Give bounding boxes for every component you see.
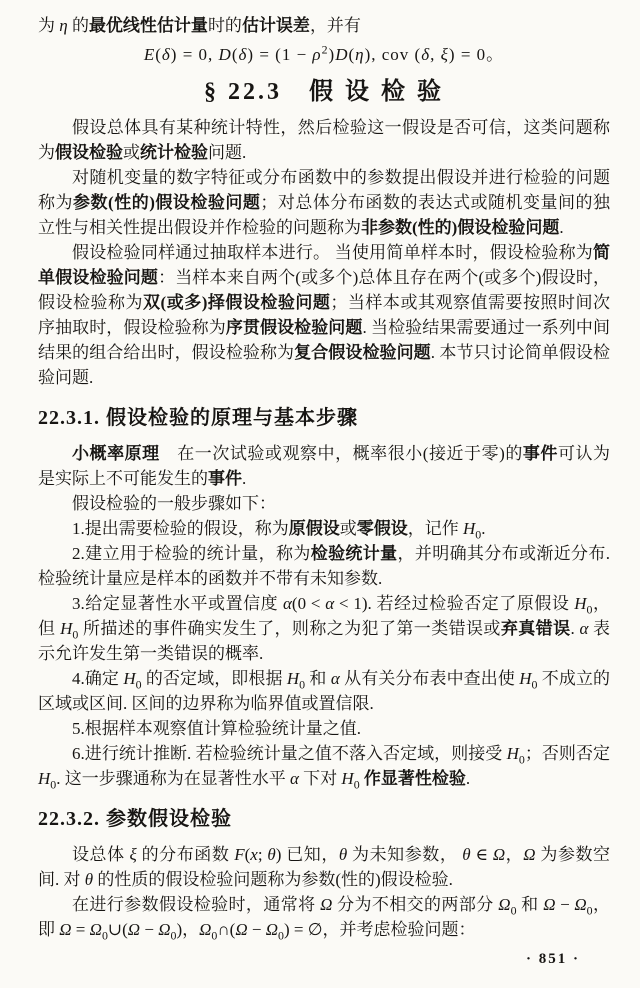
- text-run: H: [574, 594, 587, 613]
- text-run: ρ: [312, 45, 322, 64]
- text-run: (: [244, 845, 251, 864]
- text-run: .: [242, 469, 247, 488]
- text-run: 为: [38, 16, 60, 35]
- text-run: 1.提出需要检验的假设，称为: [72, 519, 289, 538]
- text-run: α: [282, 594, 292, 613]
- text-run: (: [155, 45, 162, 64]
- text-run: 序贯假设检验问题: [225, 318, 363, 337]
- text-run: 0: [531, 677, 538, 692]
- text-run: 时的: [207, 16, 242, 35]
- text-run: 0: [170, 928, 177, 943]
- text-run: ，记作: [407, 519, 463, 538]
- text-run: 不成立的区域或区间. 区间的边界称为临界值或置信限.: [38, 669, 611, 713]
- page-number: · 851 ·: [525, 951, 580, 967]
- text-run: 事件: [522, 444, 558, 463]
- text-run: H: [519, 669, 532, 688]
- text-run: Ω: [498, 895, 511, 914]
- text-run: 0: [518, 752, 525, 767]
- text-run: ), cov (: [364, 45, 422, 64]
- text-run: ) 已知，: [275, 845, 339, 864]
- text-run: 和: [305, 669, 331, 688]
- text-run: α: [330, 669, 340, 688]
- text-run: . 当检验结果需要通过一系列中间结果的组合给出时，假设检验称为: [38, 318, 611, 362]
- step-1: [38, 516, 610, 541]
- text-run: (: [348, 45, 356, 64]
- text-run: ,: [430, 45, 441, 64]
- text-run: 从有关分布表中查出使: [339, 669, 520, 688]
- text-run: 假设总体具有某种统计特性，然后检验这一假设是否可信，这类问题称为: [38, 118, 610, 162]
- paragraph: [38, 240, 610, 390]
- text-run: ，并有: [309, 16, 361, 35]
- text-run: Ω: [158, 920, 171, 939]
- text-run: 0: [211, 928, 218, 943]
- text-run: 双(或多)择假设检验问题: [143, 293, 331, 312]
- text-run: .: [559, 218, 564, 237]
- step-6: [38, 741, 610, 791]
- text-run: 简单假设检验问题: [38, 243, 610, 287]
- text-run: −: [140, 920, 159, 939]
- text-run: Ω: [265, 920, 278, 939]
- text-run: ；当样本或其观察值需要按照时间次序抽取时，假设检验称为: [38, 293, 610, 337]
- text-run: H: [60, 619, 73, 638]
- text-run: .: [570, 619, 580, 638]
- text-run: α: [579, 619, 589, 638]
- text-run: ) = 0,: [170, 45, 219, 64]
- text-run: ) = 0。: [448, 45, 505, 64]
- text-run: ) = ∅，并考虑检验问题：: [283, 920, 476, 939]
- text-run: H: [463, 519, 476, 538]
- text-run: Ω: [320, 895, 333, 914]
- text-run: η: [355, 45, 365, 64]
- text-run: ，并明确其分布或渐近分布. 检验统计量应是样本的函数并不带有未知参数.: [38, 544, 611, 588]
- text-run: Ω: [523, 845, 536, 864]
- text-run: < 1). 若经过检验否定了原假设: [334, 594, 575, 613]
- step-5: [38, 716, 610, 741]
- text-run: 假设检验的一般步骤如下：: [72, 494, 276, 513]
- text-run: . 本节只讨论简单假设检验问题.: [38, 343, 611, 387]
- text-run: θ: [462, 845, 471, 864]
- text-run: Ω: [574, 895, 587, 914]
- subsection-title-22-3-2: [38, 806, 610, 832]
- text-run: 的: [67, 16, 89, 35]
- text-run: ；否则否定: [524, 744, 611, 763]
- text-run: 6.进行统计推断. 若检验统计量之值不落入否定域，则接受: [72, 744, 507, 763]
- text-run: 5.根据样本观察值计算检验统计量之值.: [72, 719, 361, 738]
- text-run: 的性质的假设检验问题称为参数(性的)假设检验.: [93, 870, 453, 889]
- text-run: 对随机变量的数字特征或分布函数中的参数提出假设并进行检验的问题称为: [38, 168, 610, 212]
- text-run: D: [218, 45, 232, 64]
- paragraph: [38, 115, 610, 165]
- text-run: 统计检验: [140, 143, 208, 162]
- text-run: H: [341, 769, 354, 788]
- text-run: 0: [353, 777, 360, 792]
- text-run: ;: [257, 845, 268, 864]
- text-run: .: [465, 769, 471, 788]
- text-run: ；对总体分布函数的表达式或随机变量间的独立性与相关性提出假设并作检验的问题称为: [38, 193, 611, 237]
- text-run: 0: [50, 777, 57, 792]
- text-run: 在进行参数假设检验时，通常将: [72, 895, 321, 914]
- text-run: 和: [516, 895, 544, 914]
- text-run: 22.3.1. 假设检验的原理与基本步骤: [38, 407, 358, 429]
- text-run: 2.建立用于检验的统计量，称为: [72, 544, 311, 563]
- text-run: ，: [505, 845, 524, 864]
- text-run: 为未知参数，: [347, 845, 463, 864]
- text-run: 0: [299, 677, 306, 692]
- text-run: 0: [586, 903, 593, 918]
- text-run: .: [481, 519, 486, 538]
- text-run: Ω: [543, 895, 556, 914]
- text-run: § 22.3 假 设 检 验: [204, 79, 444, 105]
- text-run: δ: [161, 45, 171, 64]
- text-run: θ: [267, 845, 276, 864]
- text-run: . 这一步骤通称为在显著性水平: [56, 769, 290, 788]
- text-run: 的分布函数: [136, 845, 235, 864]
- text-run: 22.3.2. 参数假设检验: [38, 808, 232, 830]
- text-run: 弃真错误: [500, 619, 571, 638]
- section-title: [38, 77, 610, 107]
- text-run: 非参数(性的)假设检验问题: [361, 218, 560, 237]
- step-2: [38, 541, 610, 591]
- text-run: Ω: [127, 920, 141, 939]
- text-run: D: [335, 45, 349, 64]
- text-run: Ω: [89, 920, 102, 939]
- text-run: ：当样本来自两个(或多个)总体且存在两个(或多个)假设时，假设检验称为: [38, 268, 610, 312]
- intro-paragraph: [38, 13, 610, 38]
- text-run: H: [286, 669, 300, 688]
- text-run: 零假设: [356, 519, 408, 538]
- text-run: θ: [84, 870, 94, 889]
- text-run: Ω: [235, 920, 248, 939]
- text-run: 0: [101, 928, 108, 943]
- text-run: ξ: [440, 45, 449, 64]
- text-run: 原假设: [288, 519, 340, 538]
- text-run: H: [506, 744, 519, 763]
- paragraph: [38, 491, 610, 516]
- text-run: −: [247, 920, 266, 939]
- text-run: θ: [338, 845, 348, 864]
- text-run: 0: [72, 627, 79, 642]
- text-run: ，但: [38, 594, 611, 638]
- text-run: 0: [510, 903, 517, 918]
- text-run: F: [234, 845, 245, 864]
- text-run: α: [289, 769, 299, 788]
- text-run: 复合假设检验问题: [294, 343, 431, 362]
- text-run: 最优线性估计量: [88, 16, 208, 35]
- text-run: 为参数空间. 对: [38, 845, 611, 889]
- text-run: x: [250, 845, 258, 864]
- text-run: 在一次试验或观察中，概率很小(接近于零)的: [159, 444, 523, 463]
- estimation-error-formula: [38, 42, 610, 68]
- text-run: 4.确定: [72, 669, 124, 688]
- text-run: 或: [123, 143, 140, 162]
- text-run: ∩(: [217, 920, 236, 939]
- text-run: 的否定域，即根据: [141, 669, 287, 688]
- text-run: ) = (1 −: [247, 45, 313, 64]
- text-run: Ω: [59, 920, 72, 939]
- text-run: 问题.: [208, 143, 247, 162]
- text-run: ∪(: [107, 920, 128, 939]
- text-run: ξ: [129, 845, 137, 864]
- text-run: (0 <: [291, 594, 326, 613]
- paragraph: [38, 842, 610, 892]
- paragraph: [38, 892, 610, 942]
- text-run: =: [71, 920, 90, 939]
- text-run: ∈: [470, 845, 493, 864]
- text-run: ，即: [38, 895, 611, 939]
- text-run: δ: [238, 45, 248, 64]
- text-run: Ω: [492, 845, 506, 864]
- text-run: (: [231, 45, 239, 64]
- text-run: δ: [421, 45, 431, 64]
- text-run: Ω: [199, 920, 212, 939]
- text-run: η: [59, 16, 68, 35]
- text-run: α: [325, 594, 335, 613]
- text-run: 假设检验: [55, 143, 123, 162]
- paragraph: [38, 441, 610, 491]
- text-run: 所描述的事件确实发生了，则称之为犯了第一类错误或: [78, 619, 501, 638]
- paragraph: [38, 165, 610, 240]
- text-run: −: [555, 895, 575, 914]
- text-run: 3.给定显著性水平或置信度: [72, 594, 283, 613]
- text-run: 0: [586, 602, 593, 617]
- text-run: ): [328, 45, 336, 64]
- text-run: 参数(性的)假设检验问题: [73, 193, 261, 212]
- text-run: 检验统计量: [310, 544, 398, 563]
- text-run: E: [143, 45, 156, 64]
- text-run: H: [123, 669, 136, 688]
- text-run: )，: [176, 920, 200, 939]
- subsection-title-22-3-1: [38, 405, 610, 431]
- text-run: 0: [475, 527, 482, 542]
- text-run: 可认为是实际上不可能发生的: [38, 444, 611, 488]
- text-run: 或: [339, 519, 357, 538]
- text-run: 下对: [298, 769, 342, 788]
- text-run: 2: [321, 42, 329, 57]
- step-3: [38, 591, 610, 666]
- step-4: [38, 666, 610, 716]
- text-run: 小概率原理: [72, 444, 160, 463]
- text-run: 作显著性检验: [363, 769, 466, 788]
- text-run: H: [38, 769, 51, 788]
- text-run: 设总体: [72, 845, 130, 864]
- text-run: 0: [278, 928, 284, 943]
- text-run: 表示允许发生第一类错误的概率.: [38, 619, 611, 663]
- text-run: 0: [135, 677, 142, 692]
- text-run: 分为不相交的两部分: [332, 895, 499, 914]
- text-run: 估计误差: [241, 16, 310, 35]
- text-run: 事件: [208, 469, 242, 488]
- text-run: 假设检验同样通过抽取样本进行。 当使用简单样本时，假设检验称为: [72, 243, 593, 262]
